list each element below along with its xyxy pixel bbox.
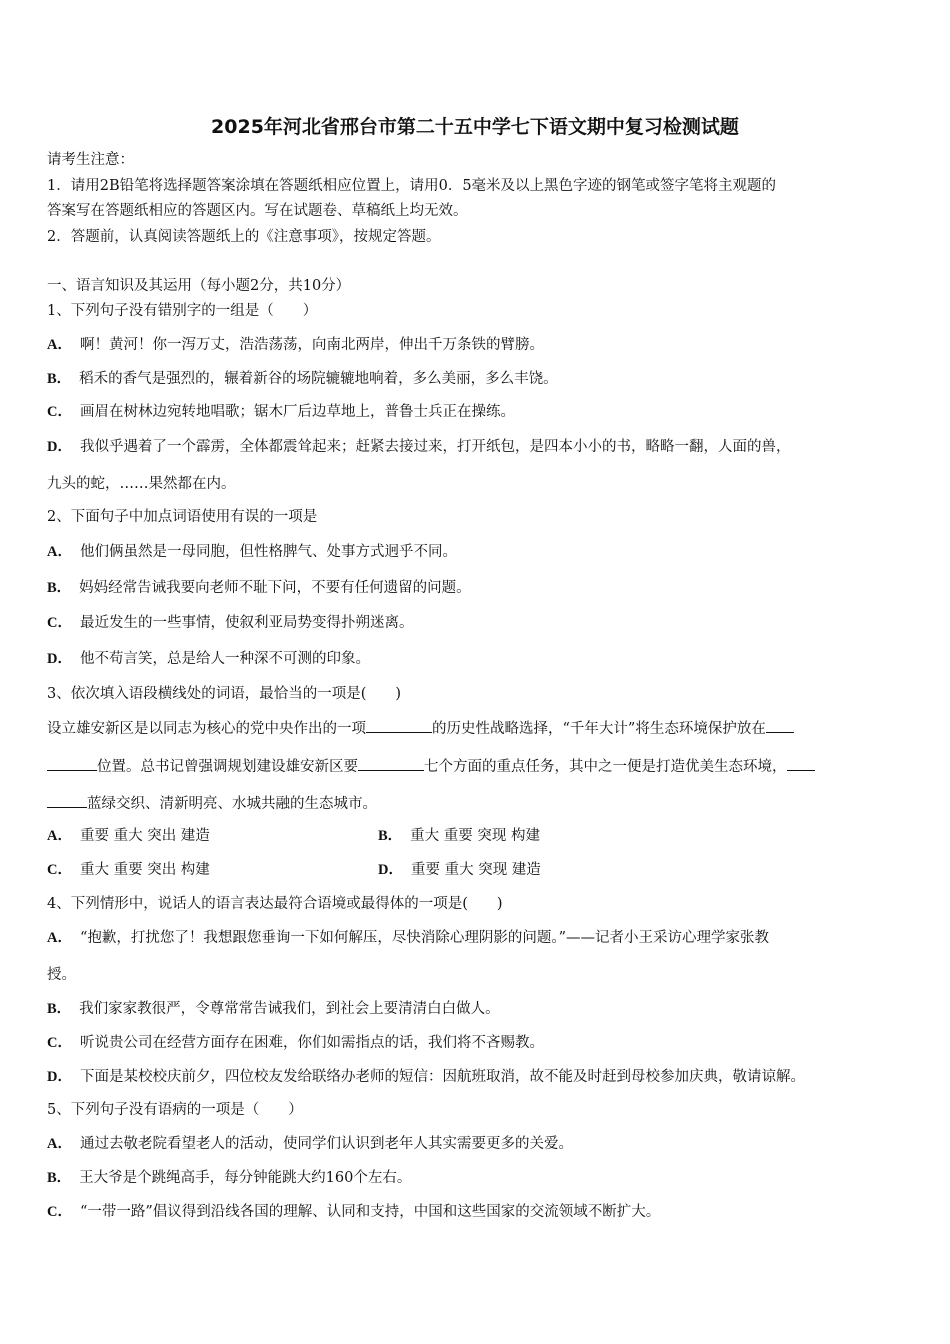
section-heading: 一、语言知识及其运用（每小题2分，共10分） (47, 278, 351, 294)
notice-heading: 请考生注意： (47, 152, 134, 168)
q4-option-d: D． 下面是某校校庆前夕，四位校友发给联络办老师的短信：因航班取消，故不能及时赶到母校参加庆典，敬请谅解。 (47, 1069, 805, 1085)
page-title: 2025年河北省邢台市第二十五中学七下语文期中复习检测试题 (211, 116, 739, 138)
q4-option-a: A． “抱歉，打扰您了！我想跟您垂询一下如何解压，尽快消除心理阴影的问题。”——记者小王采访心理学家张教 (47, 930, 770, 946)
q4-stem: 4、下列情形中，说话人的语言表达最符合语境或最得体的一项是( ) (47, 896, 503, 912)
q4-option-b: B． 我们家家教很严，令尊常常告诫我们，到社会上要清清白白做人。 (47, 1001, 500, 1017)
q3-option-d: D． 重要 重大 突现 建造 (378, 862, 541, 878)
q2-stem: 2、下面句子中加点词语使用有误的一项是 (47, 509, 318, 525)
q5-stem: 5、下列句子没有语病的一项是（ ） (47, 1102, 303, 1118)
q1-option-c: C． 画眉在树林边宛转地唱歌；锯木厂后边草地上，普鲁士兵正在操练。 (47, 404, 515, 420)
q1-stem: 1、下列句子没有错别字的一组是（ ） (47, 303, 318, 319)
q1-option-d: D． 我似乎遇着了一个霹雳，全体都震耸起来；赶紧去接过来，打开纸包，是四本小小的书，略略一翻，人面的兽， (47, 439, 791, 455)
q3-passage-line-1: 设立雄安新区是以同志为核心的党中央作出的一项 的历史性战略选择，“千年大计”将生态环境保护放在 (47, 718, 794, 739)
q1-option-d-cont: 九头的蛇，……果然都在内。 (47, 476, 236, 492)
q2-option-b: B． 妈妈经常告诫我要向老师不耻下问，不要有任何遗留的问题。 (47, 580, 471, 596)
q5-option-b: B． 王大爷是个跳绳高手，每分钟能跳大约160个左右。 (47, 1170, 412, 1186)
q4-option-c: C． 听说贵公司在经营方面存在困难，你们如需指点的话，我们将不吝赐教。 (47, 1035, 544, 1051)
q5-option-a: A． 通过去敬老院看望老人的活动，使同学们认识到老年人其实需要更多的关爱。 (47, 1136, 573, 1152)
q5-option-c: C． “一带一路”倡议得到沿线各国的理解、认同和支持，中国和这些国家的交流领域不断扩大。 (47, 1204, 661, 1220)
q3-passage-line-3: 蓝绿交织、清新明亮、水城共融的生态城市。 (47, 793, 377, 814)
notice-item-2: 2．答题前，认真阅读答题纸上的《注意事项》，按规定答题。 (47, 229, 441, 245)
q3-option-a: A． 重要 重大 突出 建造 (47, 828, 210, 844)
q3-stem: 3、依次填入语段横线处的词语，最恰当的一项是( ) (47, 686, 402, 702)
q2-option-c: C． 最近发生的一些事情，使叙利亚局势变得扑朔迷离。 (47, 615, 414, 631)
q3-passage-line-2: 位置。总书记曾强调规划建设雄安新区要 七个方面的重点任务，其中之一便是打造优美生态环境， (47, 756, 815, 777)
q3-option-c: C． 重大 重要 突出 构建 (47, 862, 210, 878)
q1-option-b: B． 稻禾的香气是强烈的，辗着新谷的场院辘辘地响着，多么美丽，多么丰饶。 (47, 371, 558, 387)
notice-item-1-cont: 答案写在答题纸相应的答题区内。写在试题卷、草稿纸上均无效。 (47, 203, 468, 219)
notice-item-1: 1．请用2B铅笔将选择题答案涂填在答题纸相应位置上，请用0．5毫米及以上黑色字迹的钢笔或签字笔将主观题的 (47, 178, 777, 194)
q4-option-a-cont: 授。 (47, 967, 76, 983)
q2-option-d: D． 他不苟言笑，总是给人一种深不可测的印象。 (47, 651, 370, 667)
q2-option-a: A． 他们俩虽然是一母同胞，但性格脾气、处事方式迥乎不同。 (47, 544, 457, 560)
q1-option-a: A． 啊！黄河！你一泻万丈，浩浩荡荡，向南北两岸，伸出千万条铁的臂膀。 (47, 337, 544, 353)
q3-option-b: B． 重大 重要 突现 构建 (378, 828, 540, 844)
